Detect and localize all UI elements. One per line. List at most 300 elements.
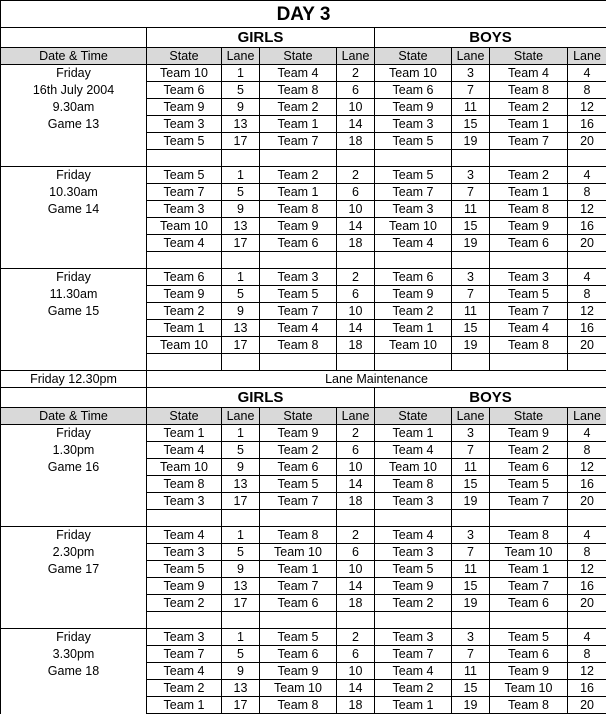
team-cell: Team 8 <box>490 697 568 714</box>
lane-cell: 20 <box>568 133 606 150</box>
team-cell: Team 5 <box>375 561 452 578</box>
team-cell: Team 4 <box>147 442 222 459</box>
column-header-row <box>1 48 606 65</box>
lane-cell: 16 <box>568 218 606 235</box>
team-cell: Team 2 <box>375 595 452 612</box>
team-cell: Team 1 <box>490 561 568 578</box>
lane-cell: 8 <box>568 544 606 561</box>
team-cell: Team 3 <box>147 201 222 218</box>
state-header: State <box>375 408 452 425</box>
lane-cell: 10 <box>337 201 375 218</box>
spacer-cell <box>1 354 147 371</box>
lane-cell: 2 <box>337 527 375 544</box>
date-time-header: Date & Time <box>1 408 147 425</box>
lane-cell: 11 <box>452 663 490 680</box>
game-row <box>1 133 606 150</box>
spacer-cell <box>490 354 568 371</box>
column-header-row <box>1 408 606 425</box>
team-cell: Team 4 <box>375 235 452 252</box>
spacer-row <box>1 612 606 629</box>
spacer-cell <box>222 150 260 167</box>
game-info-cell: 1.30pm <box>1 442 147 459</box>
spacer-cell <box>147 612 222 629</box>
team-cell: Team 7 <box>260 578 337 595</box>
team-cell: Team 10 <box>147 337 222 354</box>
spacer-cell <box>568 150 606 167</box>
lane-cell: 8 <box>568 286 606 303</box>
team-cell: Team 9 <box>490 218 568 235</box>
team-cell: Team 10 <box>375 337 452 354</box>
lane-cell: 12 <box>568 99 606 116</box>
lane-cell: 13 <box>222 218 260 235</box>
team-cell: Team 6 <box>147 269 222 286</box>
team-cell: Team 6 <box>260 646 337 663</box>
lane-cell: 7 <box>452 442 490 459</box>
team-cell: Team 4 <box>375 442 452 459</box>
spacer-cell <box>568 354 606 371</box>
lane-cell: 7 <box>452 286 490 303</box>
spacer-cell <box>337 510 375 527</box>
team-cell: Team 5 <box>490 629 568 646</box>
team-cell: Team 5 <box>375 167 452 184</box>
spacer-cell <box>222 354 260 371</box>
team-cell: Team 10 <box>260 544 337 561</box>
lane-cell: 19 <box>452 133 490 150</box>
game-row <box>1 680 606 697</box>
lane-cell: 9 <box>222 561 260 578</box>
team-cell: Team 5 <box>260 629 337 646</box>
game-info-cell <box>1 337 147 354</box>
team-cell: Team 4 <box>260 65 337 82</box>
lane-cell: 15 <box>452 476 490 493</box>
team-cell: Team 8 <box>490 527 568 544</box>
team-cell: Team 2 <box>490 442 568 459</box>
team-cell: Team 3 <box>375 629 452 646</box>
title-row <box>1 1 606 28</box>
team-cell: Team 2 <box>260 99 337 116</box>
game-info-cell <box>1 595 147 612</box>
lane-cell: 1 <box>222 65 260 82</box>
team-cell: Team 2 <box>490 167 568 184</box>
page-title: DAY 3 <box>1 1 606 28</box>
spacer-cell <box>568 612 606 629</box>
team-cell: Team 3 <box>375 544 452 561</box>
lane-cell: 16 <box>568 578 606 595</box>
group-header-row <box>1 28 606 48</box>
lane-cell: 1 <box>222 629 260 646</box>
spacer-cell <box>375 150 452 167</box>
lane-cell: 10 <box>337 663 375 680</box>
lane-cell: 9 <box>222 459 260 476</box>
lane-cell: 4 <box>568 527 606 544</box>
team-cell: Team 6 <box>490 595 568 612</box>
game-info-cell: Friday <box>1 269 147 286</box>
state-header: State <box>490 408 568 425</box>
lane-cell: 13 <box>222 578 260 595</box>
team-cell: Team 8 <box>260 82 337 99</box>
team-cell: Team 5 <box>147 561 222 578</box>
game-row <box>1 425 606 442</box>
team-cell: Team 4 <box>490 65 568 82</box>
team-cell: Team 5 <box>375 133 452 150</box>
state-header: State <box>147 48 222 65</box>
lane-cell: 16 <box>568 680 606 697</box>
team-cell: Team 3 <box>375 201 452 218</box>
lane-cell: 18 <box>337 595 375 612</box>
game-info-cell <box>1 680 147 697</box>
spacer-cell <box>222 510 260 527</box>
lane-cell: 7 <box>452 544 490 561</box>
lane-cell: 10 <box>337 459 375 476</box>
game-info-cell <box>1 476 147 493</box>
lane-header: Lane <box>452 408 490 425</box>
lane-cell: 15 <box>452 320 490 337</box>
lane-cell: 6 <box>337 442 375 459</box>
team-cell: Team 4 <box>375 663 452 680</box>
game-info-cell <box>1 697 147 714</box>
lane-cell: 4 <box>568 629 606 646</box>
team-cell: Team 2 <box>375 303 452 320</box>
spacer-row <box>1 252 606 269</box>
spacer-cell <box>375 612 452 629</box>
lane-cell: 16 <box>568 116 606 133</box>
team-cell: Team 3 <box>147 116 222 133</box>
game-row <box>1 116 606 133</box>
lane-cell: 8 <box>568 82 606 99</box>
lane-cell: 2 <box>337 167 375 184</box>
game-info-cell: 3.30pm <box>1 646 147 663</box>
team-cell: Team 1 <box>260 184 337 201</box>
lane-cell: 17 <box>222 697 260 714</box>
group-header-row <box>1 388 606 408</box>
lane-cell: 2 <box>337 425 375 442</box>
lane-cell: 1 <box>222 269 260 286</box>
lane-cell: 9 <box>222 201 260 218</box>
game-row <box>1 337 606 354</box>
game-info-cell <box>1 320 147 337</box>
team-cell: Team 6 <box>147 82 222 99</box>
team-cell: Team 6 <box>490 646 568 663</box>
spacer-cell <box>490 612 568 629</box>
spacer-cell <box>452 510 490 527</box>
lane-cell: 3 <box>452 65 490 82</box>
game-info-cell <box>1 578 147 595</box>
game-info-cell: Game 17 <box>1 561 147 578</box>
team-cell: Team 7 <box>147 646 222 663</box>
game-row <box>1 646 606 663</box>
team-cell: Team 10 <box>375 218 452 235</box>
team-cell: Team 7 <box>260 303 337 320</box>
team-cell: Team 3 <box>375 493 452 510</box>
team-cell: Team 4 <box>147 663 222 680</box>
lane-cell: 19 <box>452 595 490 612</box>
lane-cell: 12 <box>568 459 606 476</box>
lane-cell: 9 <box>222 99 260 116</box>
game-info-cell: Friday <box>1 527 147 544</box>
girls-group-label: GIRLS <box>147 388 375 408</box>
lane-cell: 17 <box>222 493 260 510</box>
spacer-cell <box>490 252 568 269</box>
lane-cell: 15 <box>452 680 490 697</box>
lane-cell: 10 <box>337 561 375 578</box>
team-cell: Team 8 <box>490 201 568 218</box>
team-cell: Team 7 <box>260 133 337 150</box>
team-cell: Team 3 <box>260 269 337 286</box>
lane-cell: 2 <box>337 269 375 286</box>
lane-cell: 13 <box>222 116 260 133</box>
game-info-cell: 10.30am <box>1 184 147 201</box>
team-cell: Team 7 <box>490 303 568 320</box>
lane-cell: 18 <box>337 493 375 510</box>
lane-cell: 3 <box>452 527 490 544</box>
lane-header: Lane <box>337 408 375 425</box>
lane-cell: 20 <box>568 493 606 510</box>
game-row <box>1 184 606 201</box>
spacer-cell <box>260 354 337 371</box>
game-row <box>1 65 606 82</box>
lane-cell: 14 <box>337 476 375 493</box>
spacer-cell <box>337 612 375 629</box>
team-cell: Team 7 <box>490 133 568 150</box>
team-cell: Team 10 <box>147 459 222 476</box>
lane-cell: 17 <box>222 595 260 612</box>
lane-cell: 13 <box>222 680 260 697</box>
lane-cell: 16 <box>568 320 606 337</box>
game-info-cell: Game 15 <box>1 303 147 320</box>
team-cell: Team 6 <box>260 595 337 612</box>
spacer-cell <box>337 354 375 371</box>
team-cell: Team 4 <box>147 527 222 544</box>
team-cell: Team 9 <box>375 578 452 595</box>
team-cell: Team 1 <box>375 320 452 337</box>
lane-cell: 11 <box>452 201 490 218</box>
lane-cell: 5 <box>222 544 260 561</box>
team-cell: Team 6 <box>490 235 568 252</box>
state-header: State <box>490 48 568 65</box>
lane-cell: 17 <box>222 235 260 252</box>
game-row <box>1 578 606 595</box>
team-cell: Team 2 <box>260 442 337 459</box>
team-cell: Team 10 <box>260 680 337 697</box>
team-cell: Team 9 <box>147 99 222 116</box>
team-cell: Team 5 <box>490 286 568 303</box>
lane-cell: 17 <box>222 337 260 354</box>
team-cell: Team 5 <box>260 476 337 493</box>
team-cell: Team 2 <box>147 595 222 612</box>
game-info-cell <box>1 133 147 150</box>
lane-cell: 12 <box>568 201 606 218</box>
lane-cell: 20 <box>568 595 606 612</box>
lane-cell: 6 <box>337 544 375 561</box>
lane-cell: 11 <box>452 99 490 116</box>
team-cell: Team 8 <box>260 527 337 544</box>
maintenance-label: Lane Maintenance <box>147 371 606 388</box>
spacer-cell <box>452 150 490 167</box>
spacer-cell <box>147 150 222 167</box>
team-cell: Team 9 <box>260 218 337 235</box>
game-info-cell <box>1 235 147 252</box>
lane-cell: 6 <box>337 82 375 99</box>
team-cell: Team 4 <box>147 235 222 252</box>
team-cell: Team 1 <box>147 697 222 714</box>
game-info-cell: Friday <box>1 65 147 82</box>
lane-cell: 11 <box>452 459 490 476</box>
spacer-cell <box>260 510 337 527</box>
lane-header: Lane <box>222 48 260 65</box>
team-cell: Team 8 <box>490 337 568 354</box>
team-cell: Team 10 <box>147 65 222 82</box>
group-spacer-cell <box>1 28 147 48</box>
spacer-cell <box>375 252 452 269</box>
lane-header: Lane <box>452 48 490 65</box>
game-info-cell: Game 13 <box>1 116 147 133</box>
lane-cell: 12 <box>568 303 606 320</box>
game-info-cell <box>1 218 147 235</box>
lane-cell: 8 <box>568 646 606 663</box>
game-row <box>1 629 606 646</box>
game-row <box>1 561 606 578</box>
spacer-cell <box>147 354 222 371</box>
team-cell: Team 6 <box>260 459 337 476</box>
lane-cell: 15 <box>452 116 490 133</box>
team-cell: Team 2 <box>147 680 222 697</box>
team-cell: Team 4 <box>490 320 568 337</box>
lane-cell: 15 <box>452 578 490 595</box>
game-row <box>1 167 606 184</box>
lane-cell: 1 <box>222 527 260 544</box>
spacer-cell <box>568 252 606 269</box>
lane-cell: 19 <box>452 235 490 252</box>
spacer-cell <box>147 510 222 527</box>
game-info-cell: Friday <box>1 629 147 646</box>
lane-cell: 14 <box>337 680 375 697</box>
team-cell: Team 2 <box>375 680 452 697</box>
maintenance-row <box>1 371 606 388</box>
game-info-cell: Game 14 <box>1 201 147 218</box>
lane-cell: 4 <box>568 269 606 286</box>
team-cell: Team 9 <box>375 286 452 303</box>
lane-cell: 13 <box>222 320 260 337</box>
team-cell: Team 5 <box>147 167 222 184</box>
team-cell: Team 1 <box>375 425 452 442</box>
lane-cell: 4 <box>568 167 606 184</box>
team-cell: Team 4 <box>375 527 452 544</box>
team-cell: Team 9 <box>375 99 452 116</box>
game-info-cell: Friday <box>1 425 147 442</box>
team-cell: Team 10 <box>375 459 452 476</box>
game-info-cell: Friday <box>1 167 147 184</box>
spacer-cell <box>1 252 147 269</box>
lane-cell: 6 <box>337 184 375 201</box>
team-cell: Team 1 <box>147 425 222 442</box>
lane-cell: 1 <box>222 425 260 442</box>
lane-cell: 3 <box>452 167 490 184</box>
lane-cell: 10 <box>337 303 375 320</box>
lane-cell: 7 <box>452 82 490 99</box>
team-cell: Team 9 <box>147 578 222 595</box>
team-cell: Team 6 <box>490 459 568 476</box>
team-cell: Team 7 <box>490 493 568 510</box>
spacer-cell <box>260 150 337 167</box>
lane-cell: 14 <box>337 116 375 133</box>
game-row <box>1 82 606 99</box>
team-cell: Team 7 <box>147 184 222 201</box>
team-cell: Team 2 <box>260 167 337 184</box>
lane-cell: 9 <box>222 663 260 680</box>
lane-cell: 2 <box>337 629 375 646</box>
spacer-cell <box>1 612 147 629</box>
spacer-cell <box>222 252 260 269</box>
lane-cell: 7 <box>452 184 490 201</box>
team-cell: Team 1 <box>375 697 452 714</box>
game-row <box>1 218 606 235</box>
team-cell: Team 10 <box>490 544 568 561</box>
lane-cell: 3 <box>452 269 490 286</box>
team-cell: Team 7 <box>260 493 337 510</box>
lane-cell: 5 <box>222 286 260 303</box>
lane-cell: 13 <box>222 476 260 493</box>
game-row <box>1 442 606 459</box>
lane-cell: 12 <box>568 561 606 578</box>
team-cell: Team 9 <box>490 663 568 680</box>
lane-cell: 20 <box>568 337 606 354</box>
game-row <box>1 303 606 320</box>
game-row <box>1 286 606 303</box>
date-time-header: Date & Time <box>1 48 147 65</box>
game-row <box>1 476 606 493</box>
game-info-cell <box>1 493 147 510</box>
lane-cell: 12 <box>568 663 606 680</box>
team-cell: Team 5 <box>490 476 568 493</box>
team-cell: Team 6 <box>375 82 452 99</box>
lane-cell: 14 <box>337 578 375 595</box>
team-cell: Team 3 <box>147 493 222 510</box>
girls-group-label: GIRLS <box>147 28 375 48</box>
state-header: State <box>147 408 222 425</box>
game-info-cell: Game 18 <box>1 663 147 680</box>
game-info-cell: 11.30am <box>1 286 147 303</box>
team-cell: Team 10 <box>375 65 452 82</box>
team-cell: Team 9 <box>260 663 337 680</box>
team-cell: Team 3 <box>375 116 452 133</box>
team-cell: Team 10 <box>490 680 568 697</box>
lane-cell: 5 <box>222 82 260 99</box>
spacer-row <box>1 510 606 527</box>
spacer-cell <box>375 510 452 527</box>
game-row <box>1 459 606 476</box>
team-cell: Team 3 <box>490 269 568 286</box>
game-row <box>1 99 606 116</box>
lane-cell: 19 <box>452 493 490 510</box>
lane-cell: 1 <box>222 167 260 184</box>
lane-cell: 15 <box>452 218 490 235</box>
team-cell: Team 3 <box>147 544 222 561</box>
team-cell: Team 3 <box>147 629 222 646</box>
lane-header: Lane <box>568 48 606 65</box>
lane-cell: 3 <box>452 629 490 646</box>
lane-cell: 16 <box>568 476 606 493</box>
game-info-cell: 9.30am <box>1 99 147 116</box>
game-info-cell: 16th July 2004 <box>1 82 147 99</box>
lane-cell: 8 <box>568 442 606 459</box>
spacer-row <box>1 354 606 371</box>
lane-cell: 3 <box>452 425 490 442</box>
team-cell: Team 8 <box>260 697 337 714</box>
team-cell: Team 9 <box>490 425 568 442</box>
lane-header: Lane <box>222 408 260 425</box>
lane-cell: 6 <box>337 646 375 663</box>
game-row <box>1 697 606 714</box>
